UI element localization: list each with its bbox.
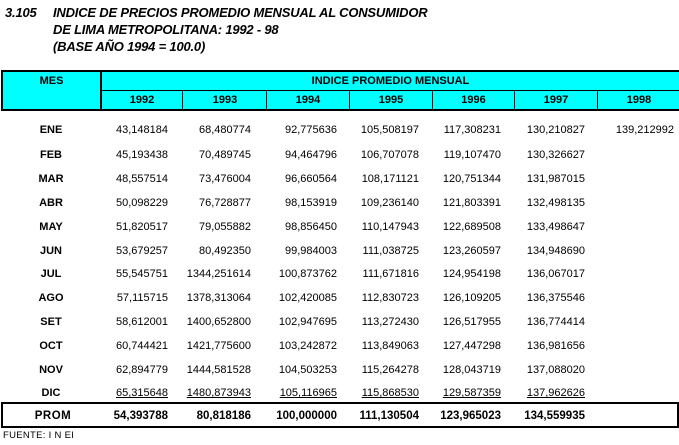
month-column-header: MES [3,72,102,109]
month-label: OCT [39,340,63,352]
source-note: FUENTE: I N EI [3,430,75,441]
index-value-1996: 117,308231 [443,124,501,136]
index-value-1996: 119,107470 [443,149,501,161]
month-label: NOV [39,364,63,376]
index-group-header: INDICE PROMEDIO MENSUAL [102,72,679,91]
index-value-1996: 126,109205 [442,292,501,304]
index-value-1994: 102,947695 [278,316,337,328]
table-row [1,311,679,333]
index-value-1993: 73,476004 [199,173,251,185]
year-header-row [102,91,679,109]
index-value-1997: 130,326627 [526,149,585,161]
month-label: FEB [40,149,62,161]
index-value-1992: 43,148184 [116,124,168,136]
year-header-1994: 1994 [267,91,350,109]
month-label: AGO [38,292,64,304]
table-row [1,287,679,309]
index-value-1995: 115,868530 [361,387,419,399]
month-label: MAY [39,221,63,233]
index-value-1995: 113,272430 [361,316,419,328]
index-value-1997: 134,948690 [526,245,585,257]
index-value-1994: 92,775636 [285,124,337,136]
index-value-1993: 80,492350 [199,245,251,257]
index-value-1992: 57,115715 [116,292,168,304]
month-label: MAR [38,173,64,185]
index-value-1997: 137,088020 [526,364,585,376]
index-value-1995: 106,707078 [360,149,419,161]
year-header-1995: 1995 [350,91,433,109]
index-value-1995: 110,147943 [361,221,419,233]
index-value-1997: 136,774414 [526,316,585,328]
year-header-1992: 1992 [102,91,183,109]
index-value-1995: 109,236140 [360,197,419,209]
index-value-1995: 105,508197 [360,124,419,136]
year-header-1993: 1993 [184,91,267,109]
index-value-1992: 45,193438 [116,149,168,161]
index-value-1996: 129,587359 [442,387,501,399]
table-row [1,263,679,285]
month-label: SET [40,316,62,328]
index-value-1996: 126,517955 [442,316,501,328]
index-value-1993: 1480,873943 [186,387,251,399]
index-value-1992: 51,820517 [116,221,168,233]
month-label: ENE [39,124,63,136]
index-value-1996: 124,954198 [442,268,501,280]
average-value-1993: 80,818186 [196,410,251,422]
index-value-1992: 48,557514 [116,173,168,185]
index-value-1992: 65,315648 [116,387,168,399]
index-value-1993: 76,728877 [199,197,251,209]
average-row [1,402,679,428]
index-value-1995: 115,264278 [361,364,419,376]
index-value-1992: 50,098229 [116,197,168,209]
index-value-1994: 98,153919 [285,197,337,209]
index-value-1997: 133,498647 [526,221,585,233]
index-value-1993: 1400,652800 [186,316,251,328]
table-row [1,216,679,238]
average-value-1995: 111,130504 [359,410,419,422]
year-header-1998: 1998 [626,94,652,106]
index-value-1995: 108,171121 [361,173,419,185]
index-value-1993: 79,055882 [199,221,251,233]
index-value-1997: 136,981656 [526,340,585,352]
average-value-1996: 123,965023 [440,410,501,422]
table-row [1,119,679,141]
index-value-1997: 131,987015 [526,173,585,185]
table-row [1,359,679,381]
index-value-1994: 98,856450 [285,221,337,233]
index-value-1993: 1344,251614 [186,268,251,280]
index-value-1994: 100,873762 [278,268,337,280]
index-value-1995: 113,849063 [361,340,419,352]
index-value-1995: 111,671816 [362,268,419,280]
index-value-1994: 103,242872 [278,340,337,352]
month-label: JUL [40,268,62,280]
index-value-1997: 137,962626 [526,387,585,399]
table-row [1,168,679,190]
title-line-3: (BASE AÑO 1994 = 100.0) [53,39,206,54]
title-line-1: INDICE DE PRECIOS PROMEDIO MENSUAL AL CONSUMIDOR [53,5,428,20]
index-value-1997: 136,067017 [526,268,585,280]
month-label: ABR [39,197,63,209]
index-value-1992: 62,894779 [116,364,168,376]
index-value-1993: 1378,313064 [186,292,251,304]
index-value-1996: 121,803391 [442,197,501,209]
index-value-1993: 1421,775600 [186,340,251,352]
index-value-1992: 60,744421 [116,340,168,352]
index-value-1995: 111,038725 [362,245,419,257]
index-value-1996: 127,447298 [442,340,501,352]
index-value-1996: 120,751344 [442,173,501,185]
index-value-1995: 112,830723 [361,292,419,304]
table-row [1,144,679,166]
month-label: DIC [41,387,61,399]
index-value-1992: 58,612001 [116,316,168,328]
index-value-1992: 53,679257 [116,245,168,257]
index-value-1994: 104,503253 [278,364,337,376]
average-value-1992: 54,393788 [113,410,168,422]
index-value-1997: 132,498135 [526,197,585,209]
average-value-1994: 100,000000 [276,410,337,422]
table-row [1,240,679,262]
title-line-2: DE LIMA METROPOLITANA: 1992 - 98 [53,22,279,37]
index-value-1996: 123,260597 [442,245,501,257]
index-value-1993: 70,489745 [199,149,251,161]
index-value-1994: 105,116965 [279,387,337,399]
index-value-1993: 1444,581528 [186,364,251,376]
table-row [1,335,679,357]
index-value-1994: 94,464796 [285,149,337,161]
average-label: PROM [34,410,72,422]
index-value-1996: 128,043719 [442,364,501,376]
index-value-1994: 102,420085 [278,292,337,304]
table-header [1,70,679,111]
table-row [1,382,679,404]
index-value-1998: 139,212992 [615,124,674,136]
year-header-1996: 1996 [433,91,515,109]
table-row [1,192,679,214]
year-header-1997: 1997 [515,91,598,109]
index-value-1997: 136,375546 [526,292,585,304]
index-value-1992: 55,545751 [116,268,168,280]
index-value-1993: 68,480774 [199,124,251,136]
index-value-1994: 96,660564 [285,173,337,185]
average-value-1997: 134,559935 [524,410,585,422]
index-value-1996: 122,689508 [442,221,501,233]
table-number: 3.105 [5,5,37,20]
index-value-1994: 99,984003 [285,245,337,257]
index-value-1997: 130,210827 [526,124,585,136]
month-label: JUN [39,245,62,257]
